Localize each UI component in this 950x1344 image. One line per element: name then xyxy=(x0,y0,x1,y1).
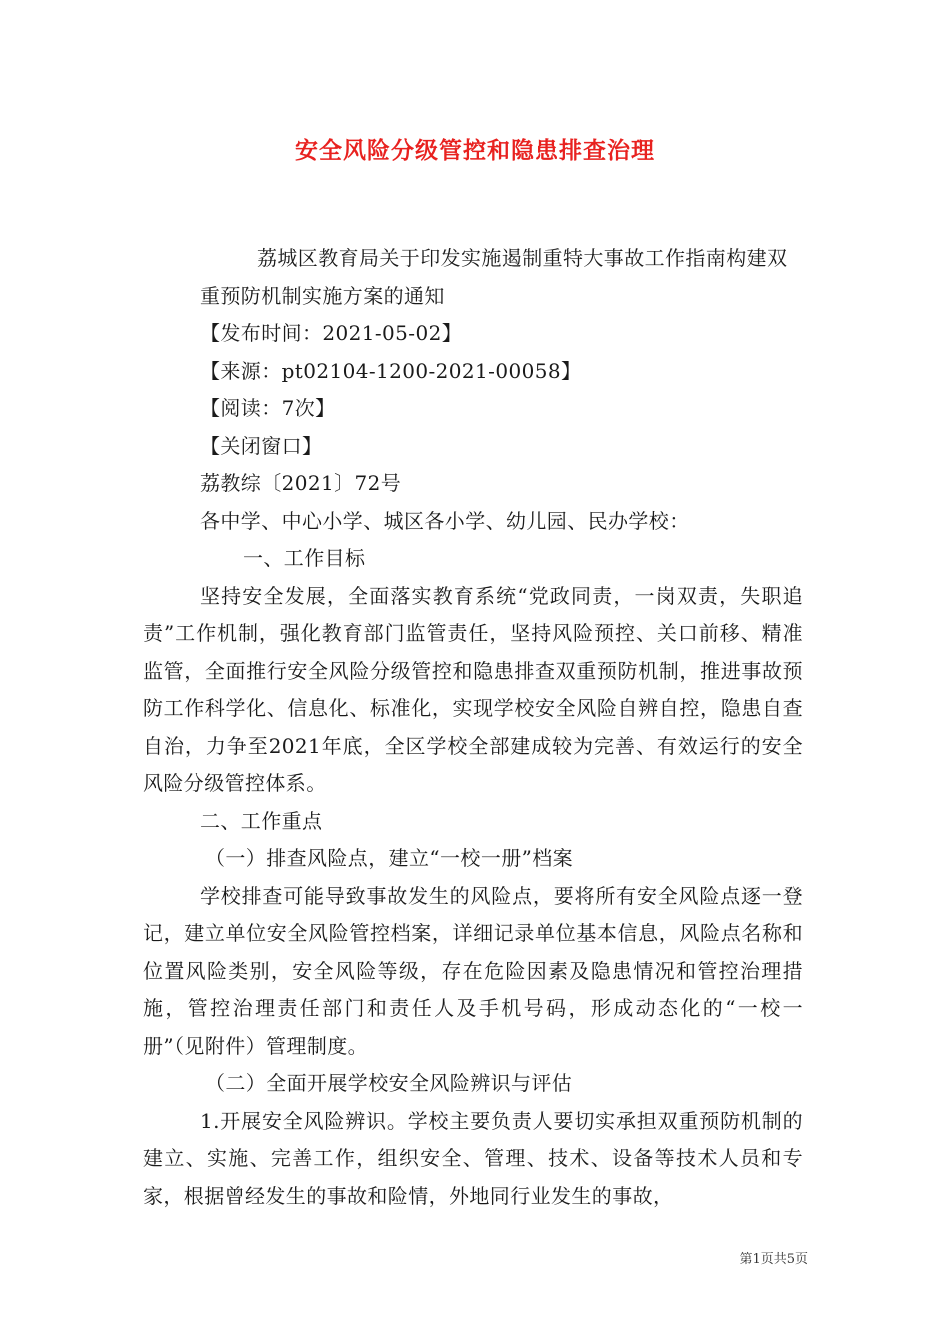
heading-paragraph: 荔城区教育局关于印发实施遏制重特大事故工作指南构建双重预防机制实施方案的通知 xyxy=(200,246,788,308)
sub1-body: 学校排查可能导致事故发生的风险点，要将所有安全风险点逐一登记，建立单位安全风险管控档案，详细记录单位基本信息，风险点名称和位置风险类别，安全风险等级，存在危险因素及隐患情况和管控治理措施，管控治理责任部门和责任人及手机号码，形成动态化的“一校一册”（见附件）管理制度。 xyxy=(143,883,803,1058)
sub1-title: （一）排查风险点，建立“一校一册”档案 xyxy=(205,846,574,870)
section1-title: 一、工作目标 xyxy=(243,546,366,570)
document-title: 安全风险分级管控和隐患排查治理 xyxy=(295,138,655,164)
close-window-link[interactable]: 【关闭窗口】 xyxy=(200,433,323,458)
page-footer: 第1页共5页 xyxy=(739,1252,808,1267)
recipients: 各中学、中心小学、城区各小学、幼儿园、民办学校： xyxy=(200,508,690,533)
document-body xyxy=(143,240,803,1215)
section2-title: 二、工作重点 xyxy=(200,808,323,833)
section1-body: 坚持安全发展，全面落实教育系统“党政同责，一岗双责，失职追责”工作机制，强化教育部门监管责任，坚持风险预控、关口前移、精准监管，全面推行安全风险分级管控和隐患排查双重预防机制，推进事故预防工作科学化、信息化、标准化，实现学校安全风险自辨自控，隐患自查自治，力争至2021年底，全区学校全部建成较为完善、有效运行的安全风险分级管控体系。 xyxy=(143,583,803,795)
sub2-title: （二）全面开展学校安全风险辨识与评估 xyxy=(205,1071,573,1095)
source: 【来源：pt02104-1200-2021-00058】 xyxy=(200,358,582,383)
publish-time: 【发布时间：2021-05-02】 xyxy=(200,321,463,345)
read-count: 【阅读：7次】 xyxy=(200,396,336,420)
doc-number: 荔教综〔2021〕72号 xyxy=(200,471,402,495)
item1-body: 1.开展安全风险辨识。学校主要负责人要切实承担双重预防机制的建立、实施、完善工作，组织安全、管理、技术、设备等技术人员和专家，根据曾经发生的事故和险情，外地同行业发生的事故， xyxy=(143,1108,803,1208)
